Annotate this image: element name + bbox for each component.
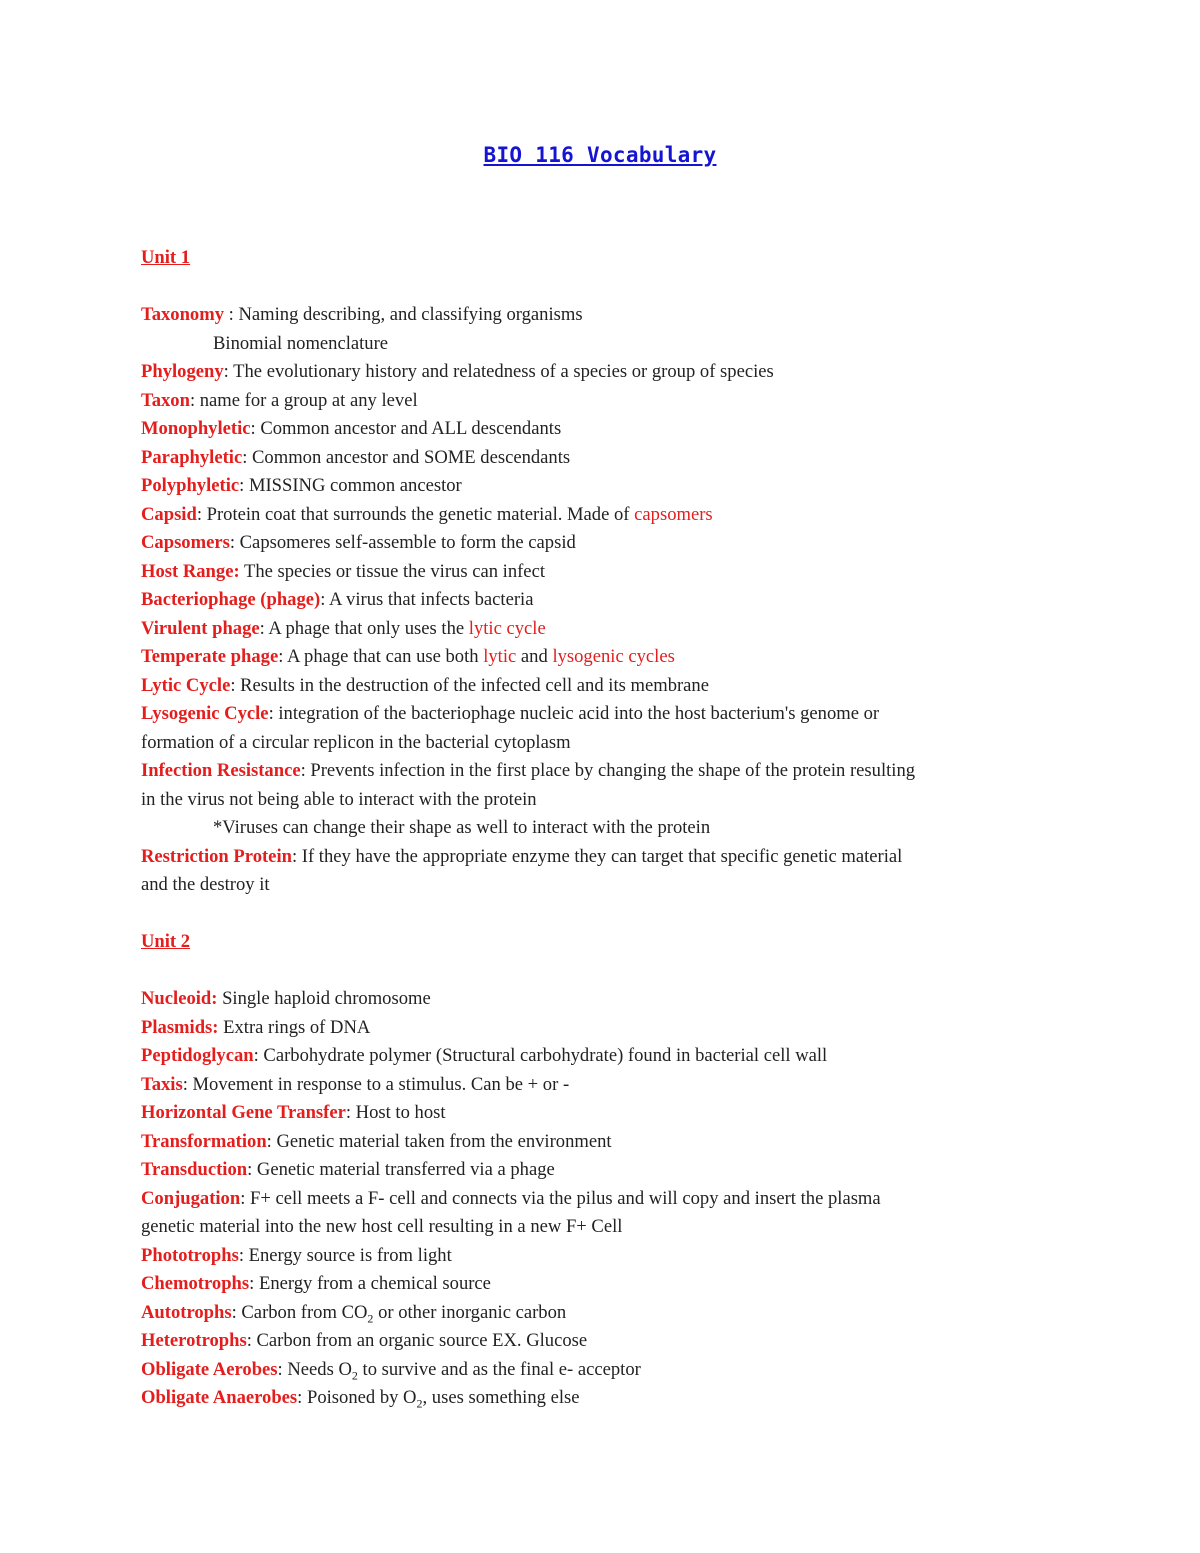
vocab-definition: : F+ cell meets a F- cell and connects via the pilus and will copy and insert the plasma: [240, 1187, 881, 1209]
vocab-definition: : Protein coat that surrounds the genetic material. Made of: [196, 503, 635, 525]
vocab-entry-bacteriophage: [141, 586, 1061, 615]
vocab-term: Infection Resistance: [141, 760, 301, 781]
vocab-highlight: capsomers: [634, 503, 713, 525]
vocab-definition: Extra rings of DNA: [218, 1016, 371, 1038]
vocab-term: Heterotrophs: [141, 1330, 247, 1351]
vocab-entry-conjugation: [141, 1185, 1061, 1214]
vocab-term: Plasmids:: [141, 1016, 219, 1038]
vocab-term: Lysogenic Cycle: [141, 703, 269, 724]
vocab-definition: : integration of the bacteriophage nucleic acid into the host bacterium's genome or: [268, 703, 880, 724]
vocab-term: Taxonomy: [141, 304, 225, 325]
subscript: 2: [416, 1396, 423, 1411]
vocab-definition: : The evolutionary history and relatedness of a species or group of species: [223, 361, 774, 382]
vocab-term: Capsid: [141, 503, 197, 525]
vocab-definition: : Capsomeres self-assemble to form the capsid: [229, 532, 576, 553]
vocab-entry-taxon: [141, 387, 1061, 416]
vocab-entry-peptidoglycan: [141, 1042, 1061, 1071]
vocab-term: Peptidoglycan: [141, 1045, 254, 1066]
unit-heading-text: Unit 2: [141, 931, 191, 952]
vocab-definition: : A virus that infects bacteria: [320, 589, 534, 610]
vocab-definition: : Poisoned by O: [297, 1387, 417, 1408]
vocab-definition: : Common ancestor and SOME descendants: [242, 446, 571, 468]
vocab-highlight: lytic: [483, 646, 517, 667]
vocab-definition: to survive and as the final e- acceptor: [357, 1358, 641, 1380]
vocab-term: Paraphyletic: [141, 446, 243, 468]
vocab-term: Transduction: [141, 1159, 248, 1180]
vocab-term: Bacteriophage (phage): [141, 589, 321, 610]
vocab-definition: : A phage that can use both: [278, 646, 484, 667]
vocab-term: Nucleoid:: [141, 988, 218, 1009]
vocab-definition: and: [516, 646, 553, 667]
vocab-definition: : Common ancestor and ALL descendants: [250, 418, 562, 439]
vocab-definition: : Energy source is from light: [238, 1244, 452, 1266]
vocab-highlight: lytic cycle: [468, 617, 546, 639]
vocab-definition: : Energy from a chemical source: [249, 1273, 491, 1294]
vocab-entry-nucleoid: [141, 985, 1061, 1014]
vocab-term: Monophyletic: [141, 418, 251, 439]
vocab-entry-transduction: [141, 1156, 1061, 1185]
vocab-highlight: lysogenic cycles: [552, 646, 675, 667]
vocab-entry-obligate-anaerobes: [141, 1384, 1061, 1413]
unit-1-heading: [141, 244, 1061, 273]
vocab-term: Transformation: [141, 1130, 267, 1152]
vocab-definition: : Genetic material taken from the environment: [266, 1130, 612, 1152]
vocab-entry-capsid: [141, 501, 1061, 530]
vocab-entry-horizontal-gene-transfer: [141, 1099, 1061, 1128]
vocab-term: Horizontal Gene Transfer: [141, 1102, 346, 1123]
vocab-entry-host-range: [141, 558, 1061, 587]
vocab-term: Virulent phage: [141, 617, 260, 639]
vocab-definition: Single haploid chromosome: [217, 988, 431, 1009]
vocab-definition: : Carbon from an organic source EX. Glucose: [246, 1330, 588, 1351]
vocab-term: Taxis: [141, 1073, 183, 1095]
vocab-term: Restriction Protein: [141, 845, 292, 867]
vocab-definition: : Prevents infection in the first place by changing the shape of the protein resulting: [300, 760, 916, 781]
vocab-definition-continued: in the virus not being able to interact with the protein: [141, 788, 537, 810]
subscript: 2: [367, 1311, 374, 1326]
vocab-entry-capsomers: [141, 529, 1061, 558]
unit-heading-text: Unit 1: [141, 247, 191, 268]
vocab-entry-phylogeny: [141, 358, 1061, 387]
document-title: BIO 116 Vocabulary: [483, 143, 717, 167]
vocab-definition: : Needs O: [277, 1358, 352, 1380]
vocab-entry-paraphyletic: [141, 444, 1061, 473]
vocab-entry-transformation: [141, 1128, 1061, 1157]
vocab-term: Phototrophs: [141, 1244, 239, 1266]
vocab-entry-plasmids: [141, 1014, 1061, 1043]
vocab-definition: : Results in the destruction of the infected cell and its membrane: [230, 674, 709, 696]
vocab-definition: : MISSING common ancestor: [239, 475, 462, 496]
vocab-term: Conjugation: [141, 1187, 241, 1209]
vocab-term: Temperate phage: [141, 646, 279, 667]
vocab-term: Obligate Aerobes: [141, 1358, 278, 1380]
vocab-term: Lytic Cycle: [141, 674, 231, 696]
vocab-term: Obligate Anaerobes: [141, 1387, 298, 1408]
vocab-entry-monophyletic: [141, 415, 1061, 444]
vocab-note: *Viruses can change their shape as well to interact with the protein: [213, 817, 711, 838]
vocab-definition: The species or tissue the virus can infect: [239, 560, 545, 582]
vocab-entry-autotrophs: [141, 1299, 1061, 1328]
document-body: [141, 244, 1061, 1413]
vocab-entry-virulent-phage: [141, 615, 1061, 644]
unit-2-heading: [141, 928, 1061, 957]
vocab-entry-chemotrophs: [141, 1270, 1061, 1299]
vocab-term: Taxon: [141, 389, 190, 411]
vocab-definition-continued: formation of a circular replicon in the bacterial cytoplasm: [141, 731, 571, 753]
vocab-entry-restriction-protein: [141, 843, 1061, 872]
vocab-definition-continued: genetic material into the new host cell resulting in a new F+ Cell: [141, 1216, 623, 1237]
vocab-entry-obligate-aerobes: [141, 1356, 1061, 1385]
vocab-term: Polyphyletic: [141, 475, 240, 496]
vocab-entry-temperate-phage: [141, 643, 1061, 672]
vocab-definition: : Movement in response to a stimulus. Can be + or -: [182, 1073, 570, 1095]
subscript: 2: [351, 1368, 358, 1383]
vocab-definition: : Genetic material transferred via a phage: [247, 1159, 555, 1180]
vocab-definition: : Carbohydrate polymer (Structural carbohydrate) found in bacterial cell wall: [253, 1045, 828, 1066]
vocab-entry-polyphyletic: [141, 472, 1061, 501]
vocab-definition: or other inorganic carbon: [373, 1301, 567, 1323]
vocab-definition: : A phage that only uses the: [259, 617, 469, 639]
vocab-entry-lysogenic-cycle: [141, 700, 1061, 729]
vocab-definition-continued: and the destroy it: [141, 874, 270, 895]
vocab-definition: , uses something else: [422, 1387, 580, 1408]
vocab-term: Chemotrophs: [141, 1273, 250, 1294]
vocab-entry-taxis: [141, 1071, 1061, 1100]
vocab-definition: : name for a group at any level: [189, 389, 418, 411]
vocab-entry-infection-resistance: [141, 757, 1061, 786]
vocab-definition: : If they have the appropriate enzyme they can target that specific genetic material: [291, 845, 903, 867]
vocab-entry-phototrophs: [141, 1242, 1061, 1271]
vocab-entry-heterotrophs: [141, 1327, 1061, 1356]
vocab-definition: : Carbon from CO: [231, 1301, 368, 1323]
vocab-term: Phylogeny: [141, 361, 224, 382]
vocab-term: Capsomers: [141, 532, 230, 553]
vocab-definition: : Host to host: [345, 1102, 446, 1123]
vocab-definition: : Naming describing, and classifying organisms: [224, 304, 583, 325]
vocab-note: Binomial nomenclature: [213, 332, 389, 354]
vocab-term: Autotrophs: [141, 1301, 232, 1323]
vocab-entry-lytic-cycle: [141, 672, 1061, 701]
vocab-entry-taxonomy: [141, 301, 1061, 330]
vocab-term: Host Range:: [141, 560, 240, 582]
